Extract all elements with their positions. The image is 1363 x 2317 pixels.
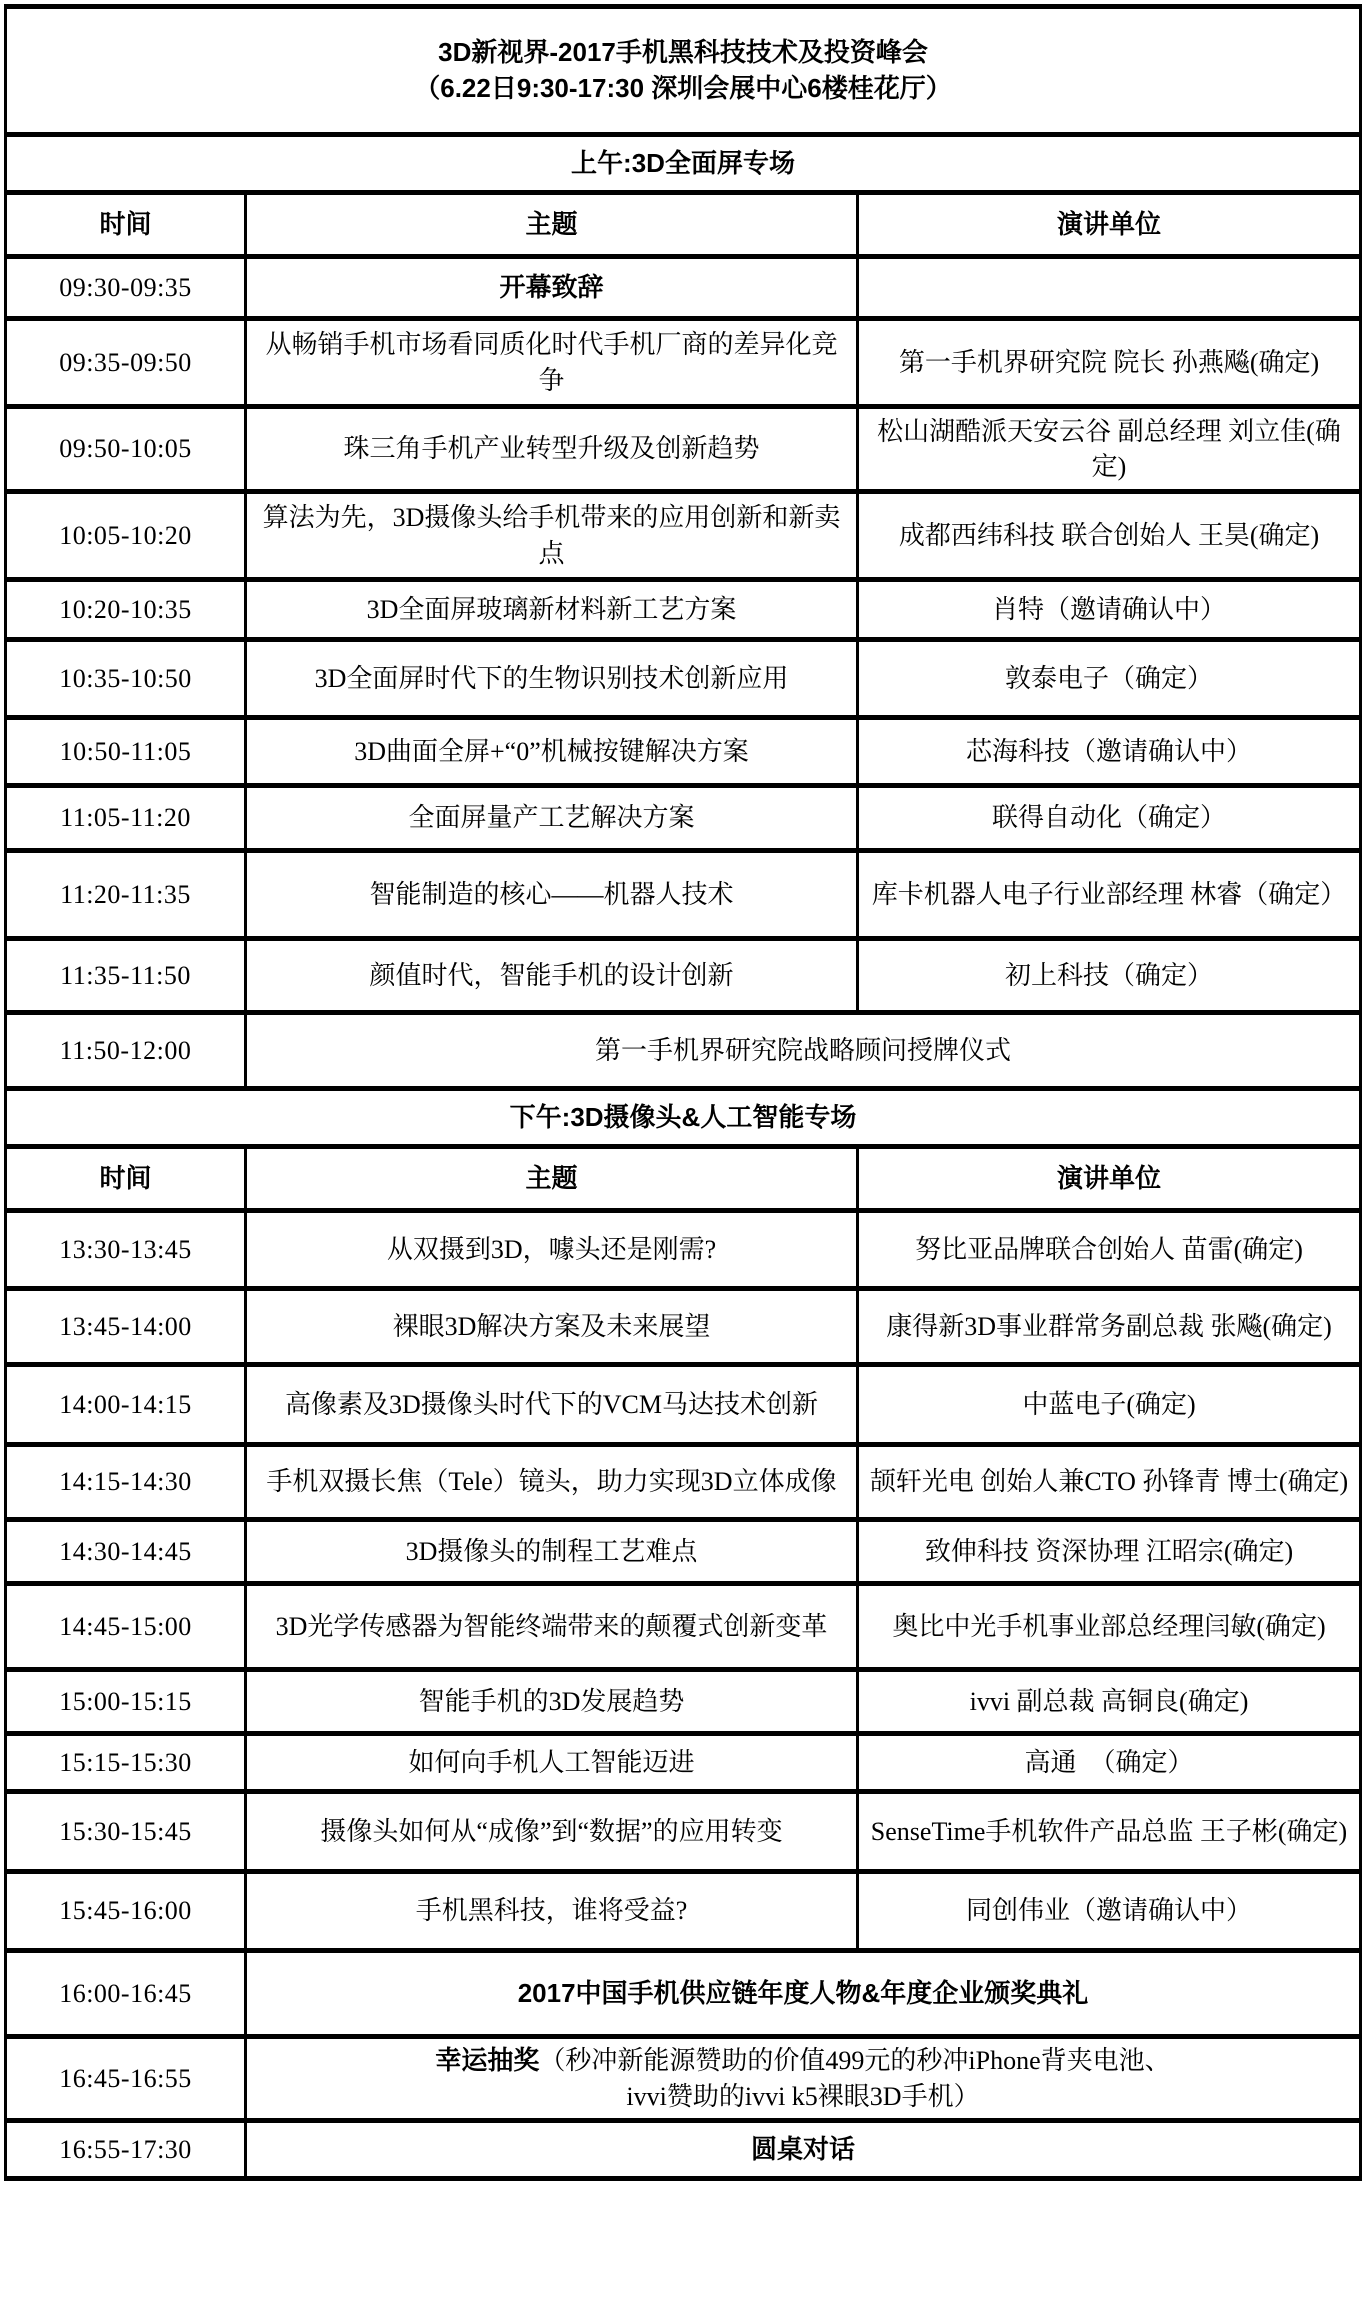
time-cell: 15:15-15:30 xyxy=(6,1734,246,1792)
speaker-cell: 中蓝电子(确定) xyxy=(858,1365,1361,1445)
schedule-table xyxy=(4,4,1362,2181)
topic-cell: 3D曲面全屏+“0”机械按键解决方案 xyxy=(246,718,858,786)
table-row xyxy=(6,1872,1361,1951)
time-cell: 13:30-13:45 xyxy=(6,1211,246,1289)
conference-title-line2: （6.22日9:30-17:30 深圳会展中心6楼桂花厅） xyxy=(414,72,952,103)
time-cell: 11:05-11:20 xyxy=(6,786,246,851)
col-header-time: 时间 xyxy=(6,1147,246,1211)
speaker-cell: 库卡机器人电子行业部经理 林睿（确定） xyxy=(858,851,1361,939)
topic-cell: 智能制造的核心——机器人技术 xyxy=(246,851,858,939)
table-row xyxy=(6,580,1361,640)
table-row xyxy=(6,1365,1361,1445)
table-row xyxy=(6,718,1361,786)
table-row xyxy=(6,786,1361,851)
time-cell: 15:00-15:15 xyxy=(6,1670,246,1734)
topic-cell: 从双摄到3D，噱头还是刚需? xyxy=(246,1211,858,1289)
topic-cell: 智能手机的3D发展趋势 xyxy=(246,1670,858,1734)
time-cell: 11:50-12:00 xyxy=(6,1013,246,1089)
topic-cell: 摄像头如何从“成像”到“数据”的应用转变 xyxy=(246,1792,858,1872)
speaker-cell: 康得新3D事业群常务副总裁 张飚(确定) xyxy=(858,1289,1361,1365)
time-cell: 11:35-11:50 xyxy=(6,939,246,1013)
table-row xyxy=(6,257,1361,319)
time-cell: 10:20-10:35 xyxy=(6,580,246,640)
topic-cell-span: 2017中国手机供应链年度人物&年度企业颁奖典礼 xyxy=(246,1951,1361,2037)
title-row xyxy=(6,7,1361,135)
table-row xyxy=(6,1734,1361,1792)
table-row xyxy=(6,407,1361,492)
table-row xyxy=(6,1013,1361,1089)
time-cell: 10:35-10:50 xyxy=(6,640,246,718)
column-header-row xyxy=(6,193,1361,257)
lottery-text-line1: （秒冲新能源赞助的价值499元的秒冲iPhone背夹电池、 xyxy=(539,2046,1171,2076)
time-cell: 10:05-10:20 xyxy=(6,492,246,580)
topic-cell: 珠三角手机产业转型升级及创新趋势 xyxy=(246,407,858,492)
table-row xyxy=(6,1792,1361,1872)
section-header-afternoon: 下午:3D摄像头&人工智能专场 xyxy=(6,1089,1361,1147)
table-row xyxy=(6,1584,1361,1670)
time-cell: 11:20-11:35 xyxy=(6,851,246,939)
time-cell: 14:15-14:30 xyxy=(6,1445,246,1520)
speaker-cell: 敦泰电子（确定） xyxy=(858,640,1361,718)
time-cell: 09:50-10:05 xyxy=(6,407,246,492)
topic-cell-span: 圆桌对话 xyxy=(246,2121,1361,2179)
speaker-cell: 初上科技（确定） xyxy=(858,939,1361,1013)
table-row xyxy=(6,492,1361,580)
speaker-cell: 第一手机界研究院 院长 孙燕飚(确定) xyxy=(858,319,1361,407)
col-header-topic: 主题 xyxy=(246,1147,858,1211)
topic-cell: 如何向手机人工智能迈进 xyxy=(246,1734,858,1792)
topic-cell: 3D摄像头的制程工艺难点 xyxy=(246,1520,858,1584)
topic-cell: 3D全面屏时代下的生物识别技术创新应用 xyxy=(246,640,858,718)
table-row xyxy=(6,2121,1361,2179)
table-row xyxy=(6,1670,1361,1734)
table-row xyxy=(6,851,1361,939)
table-row xyxy=(6,1951,1361,2037)
topic-cell: 从畅销手机市场看同质化时代手机厂商的差异化竞争 xyxy=(246,319,858,407)
speaker-cell: 松山湖酷派天安云谷 副总经理 刘立佳(确定) xyxy=(858,407,1361,492)
time-cell: 10:50-11:05 xyxy=(6,718,246,786)
section-header-morning: 上午:3D全面屏专场 xyxy=(6,135,1361,193)
section-row-afternoon xyxy=(6,1089,1361,1147)
topic-cell-span xyxy=(246,2037,1361,2121)
time-cell: 09:30-09:35 xyxy=(6,257,246,319)
lottery-text-line2: ivvi赞助的ivvi k5裸眼3D手机） xyxy=(626,2081,980,2111)
topic-cell: 开幕致辞 xyxy=(246,257,858,319)
topic-cell: 颜值时代，智能手机的设计创新 xyxy=(246,939,858,1013)
conference-title xyxy=(6,7,1361,135)
speaker-cell: 努比亚品牌联合创始人 苗雷(确定) xyxy=(858,1211,1361,1289)
speaker-cell: 高通 （确定） xyxy=(858,1734,1361,1792)
topic-cell: 3D全面屏玻璃新材料新工艺方案 xyxy=(246,580,858,640)
col-header-topic: 主题 xyxy=(246,193,858,257)
table-row xyxy=(6,319,1361,407)
topic-cell: 手机双摄长焦（Tele）镜头，助力实现3D立体成像 xyxy=(246,1445,858,1520)
topic-cell-span: 第一手机界研究院战略顾问授牌仪式 xyxy=(246,1013,1361,1089)
col-header-speaker: 演讲单位 xyxy=(858,1147,1361,1211)
column-header-row xyxy=(6,1147,1361,1211)
time-cell: 16:55-17:30 xyxy=(6,2121,246,2179)
time-cell: 15:30-15:45 xyxy=(6,1792,246,1872)
time-cell: 16:00-16:45 xyxy=(6,1951,246,2037)
table-row xyxy=(6,1520,1361,1584)
time-cell: 15:45-16:00 xyxy=(6,1872,246,1951)
topic-cell: 裸眼3D解决方案及未来展望 xyxy=(246,1289,858,1365)
table-row xyxy=(6,2037,1361,2121)
speaker-cell: 联得自动化（确定） xyxy=(858,786,1361,851)
section-row-morning xyxy=(6,135,1361,193)
speaker-cell: 肖特（邀请确认中） xyxy=(858,580,1361,640)
speaker-cell: SenseTime手机软件产品总监 王子彬(确定) xyxy=(858,1792,1361,1872)
speaker-cell: ivvi 副总裁 高铜良(确定) xyxy=(858,1670,1361,1734)
table-row xyxy=(6,640,1361,718)
speaker-cell xyxy=(858,257,1361,319)
col-header-time: 时间 xyxy=(6,193,246,257)
speaker-cell: 致伸科技 资深协理 江昭宗(确定) xyxy=(858,1520,1361,1584)
topic-cell: 算法为先，3D摄像头给手机带来的应用创新和新卖点 xyxy=(246,492,858,580)
col-header-speaker: 演讲单位 xyxy=(858,193,1361,257)
time-cell: 14:45-15:00 xyxy=(6,1584,246,1670)
time-cell: 13:45-14:00 xyxy=(6,1289,246,1365)
topic-cell: 全面屏量产工艺解决方案 xyxy=(246,786,858,851)
speaker-cell: 成都西纬科技 联合创始人 王昊(确定) xyxy=(858,492,1361,580)
time-cell: 14:00-14:15 xyxy=(6,1365,246,1445)
speaker-cell: 颉轩光电 创始人兼CTO 孙锋青 博士(确定) xyxy=(858,1445,1361,1520)
table-row xyxy=(6,1445,1361,1520)
topic-cell: 手机黑科技，谁将受益? xyxy=(246,1872,858,1951)
speaker-cell: 奥比中光手机事业部总经理闫敏(确定) xyxy=(858,1584,1361,1670)
speaker-cell: 芯海科技（邀请确认中） xyxy=(858,718,1361,786)
lottery-label: 幸运抽奖 xyxy=(435,2045,540,2076)
conference-title-line1: 3D新视界-2017手机黑科技技术及投资峰会 xyxy=(438,37,928,68)
topic-cell: 3D光学传感器为智能终端带来的颠覆式创新变革 xyxy=(246,1584,858,1670)
table-row xyxy=(6,1211,1361,1289)
table-row xyxy=(6,1289,1361,1365)
time-cell: 14:30-14:45 xyxy=(6,1520,246,1584)
speaker-cell: 同创伟业（邀请确认中） xyxy=(858,1872,1361,1951)
table-row xyxy=(6,939,1361,1013)
time-cell: 09:35-09:50 xyxy=(6,319,246,407)
topic-cell: 高像素及3D摄像头时代下的VCM马达技术创新 xyxy=(246,1365,858,1445)
time-cell: 16:45-16:55 xyxy=(6,2037,246,2121)
